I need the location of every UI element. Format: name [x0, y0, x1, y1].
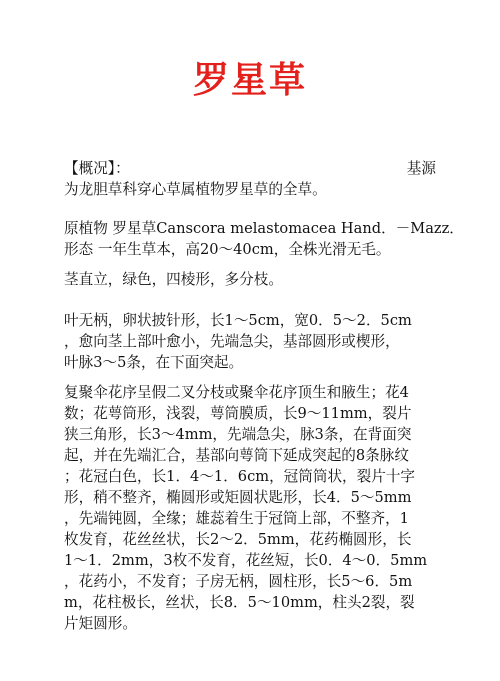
leaf-line: 叶无柄，卵状披针形，长1～5cm，宽0．5～2．5cm	[64, 312, 412, 329]
overview-label: 【概况】：	[64, 160, 130, 177]
flower-line: m，花柱极长，丝状，长8．5～10mm，柱头2裂，裂	[64, 594, 415, 611]
flower-line: 起，并在先端汇合，基部向萼筒下延成突起的8条脉纹	[64, 447, 409, 464]
flower-line: 数；花萼筒形，浅裂，萼筒膜质，长9～11mm，裂片	[64, 405, 412, 422]
leaf-paragraph	[64, 310, 436, 373]
leaf-line: 叶脉3～5条，在下面突起。	[64, 354, 244, 371]
overview-source-label: 基源	[406, 160, 436, 177]
flower-line: ；花冠白色，长1．4～1．6cm，冠筒筒状，裂片十字	[64, 468, 416, 485]
overview-paragraph	[64, 158, 436, 200]
flower-line: 1～1．2mm，3枚不发育，花丝短，长0．4～0．5mm	[64, 552, 428, 569]
flower-line: ，花药小，不发育；子房无柄，圆柱形，长5～6．5m	[64, 573, 413, 590]
flower-line: 狭三角形，长3～4mm，先端急尖，脉3条，在背面突	[64, 426, 412, 443]
flower-line: 形，稍不整齐，椭圆形或矩圆状匙形，长4．5～5mm	[64, 489, 412, 506]
overview-line-1	[64, 158, 436, 179]
flower-paragraph	[64, 382, 436, 634]
flower-line: 复聚伞花序呈假二叉分枝或聚伞花序顶生和腋生；花4	[64, 384, 409, 401]
plant-form-line: 形态 一年生草本，高20～40cm，全株光滑无毛。	[64, 241, 391, 258]
flower-line: 片矩圆形。	[64, 615, 137, 632]
stem-line: 茎直立，绿色，四棱形，多分枝。	[64, 271, 283, 288]
stem-paragraph	[64, 269, 436, 290]
flower-line: 枚发育，花丝丝状，长2～2．5mm，花药椭圆形，长	[64, 531, 412, 548]
page-title: 罗星草	[192, 59, 307, 101]
plant-name-line: 原植物 罗星草Canscora melastomacea Hand．－Mazz．	[64, 220, 464, 237]
leaf-line: ，愈向茎上部叶愈小，先端急尖，基部圆形或楔形，	[64, 333, 400, 350]
plant-paragraph	[64, 218, 464, 260]
overview-line-2: 为龙胆草科穿心草属植物罗星草的全草。	[64, 181, 327, 198]
flower-line: ，先端钝圆，全缘；雄蕊着生于冠筒上部，不整齐，1	[64, 510, 409, 527]
